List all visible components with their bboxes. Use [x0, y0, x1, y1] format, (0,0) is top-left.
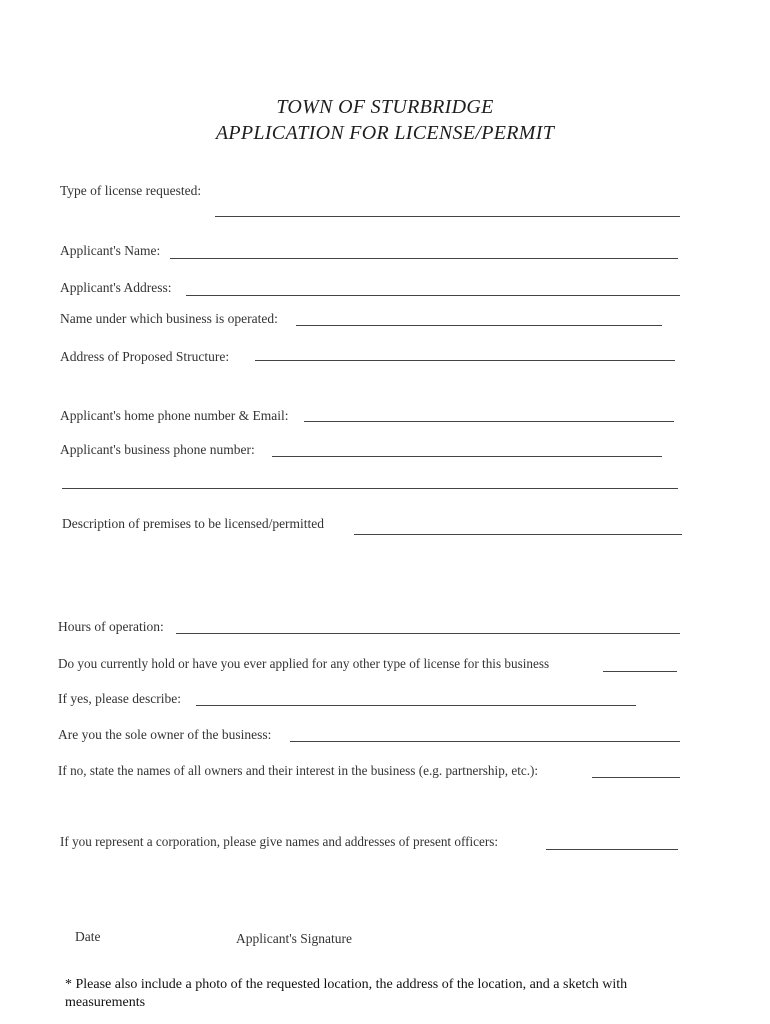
applicant-name-line[interactable] — [170, 258, 678, 259]
applicant-address-line[interactable] — [186, 295, 680, 296]
signature-label: Applicant's Signature — [236, 931, 353, 946]
sole-owner-line[interactable] — [290, 741, 680, 742]
license-type-label: Type of license requested: — [60, 183, 202, 198]
date-label: Date — [75, 929, 101, 944]
extra-line[interactable] — [62, 488, 678, 489]
structure-address-line[interactable] — [255, 360, 675, 361]
corporation-line[interactable] — [546, 849, 678, 850]
corporation-label: If you represent a corporation, please give names and addresses of present officers: — [60, 834, 499, 849]
home-phone-email-label: Applicant's home phone number & Email: — [60, 408, 289, 423]
if-no-owners-label: If no, state the names of all owners and their interest in the business (e.g. partnership, etc.): — [58, 763, 539, 778]
footer-note: * Please also include a photo of the requested location, the address of the location, and a sketch with measurements — [65, 977, 628, 1010]
if-no-owners-line[interactable] — [592, 777, 680, 778]
other-license-label: Do you currently hold or have you ever applied for any other type of license for this business — [58, 656, 550, 671]
if-yes-line[interactable] — [196, 705, 636, 706]
sole-owner-label: Are you the sole owner of the business: — [58, 727, 272, 742]
hours-label: Hours of operation: — [58, 619, 164, 634]
business-phone-line[interactable] — [272, 456, 662, 457]
hours-line[interactable] — [176, 633, 680, 634]
premises-description-line[interactable] — [354, 534, 682, 535]
business-phone-label: Applicant's business phone number: — [60, 442, 255, 457]
other-license-line[interactable] — [603, 671, 677, 672]
form-title-line2: APPLICATION FOR LICENSE/PERMIT — [215, 122, 555, 144]
if-yes-label: If yes, please describe: — [58, 691, 181, 706]
premises-description-label: Description of premises to be licensed/permitted — [62, 516, 325, 531]
home-phone-email-line[interactable] — [304, 421, 674, 422]
form-title-line1: TOWN OF STURBRIDGE — [276, 96, 494, 118]
license-type-line[interactable] — [215, 216, 680, 217]
applicant-name-label: Applicant's Name: — [60, 243, 161, 258]
structure-address-label: Address of Proposed Structure: — [60, 349, 230, 364]
applicant-address-label: Applicant's Address: — [60, 280, 172, 295]
business-name-label: Name under which business is operated: — [60, 311, 278, 326]
business-name-line[interactable] — [296, 325, 662, 326]
